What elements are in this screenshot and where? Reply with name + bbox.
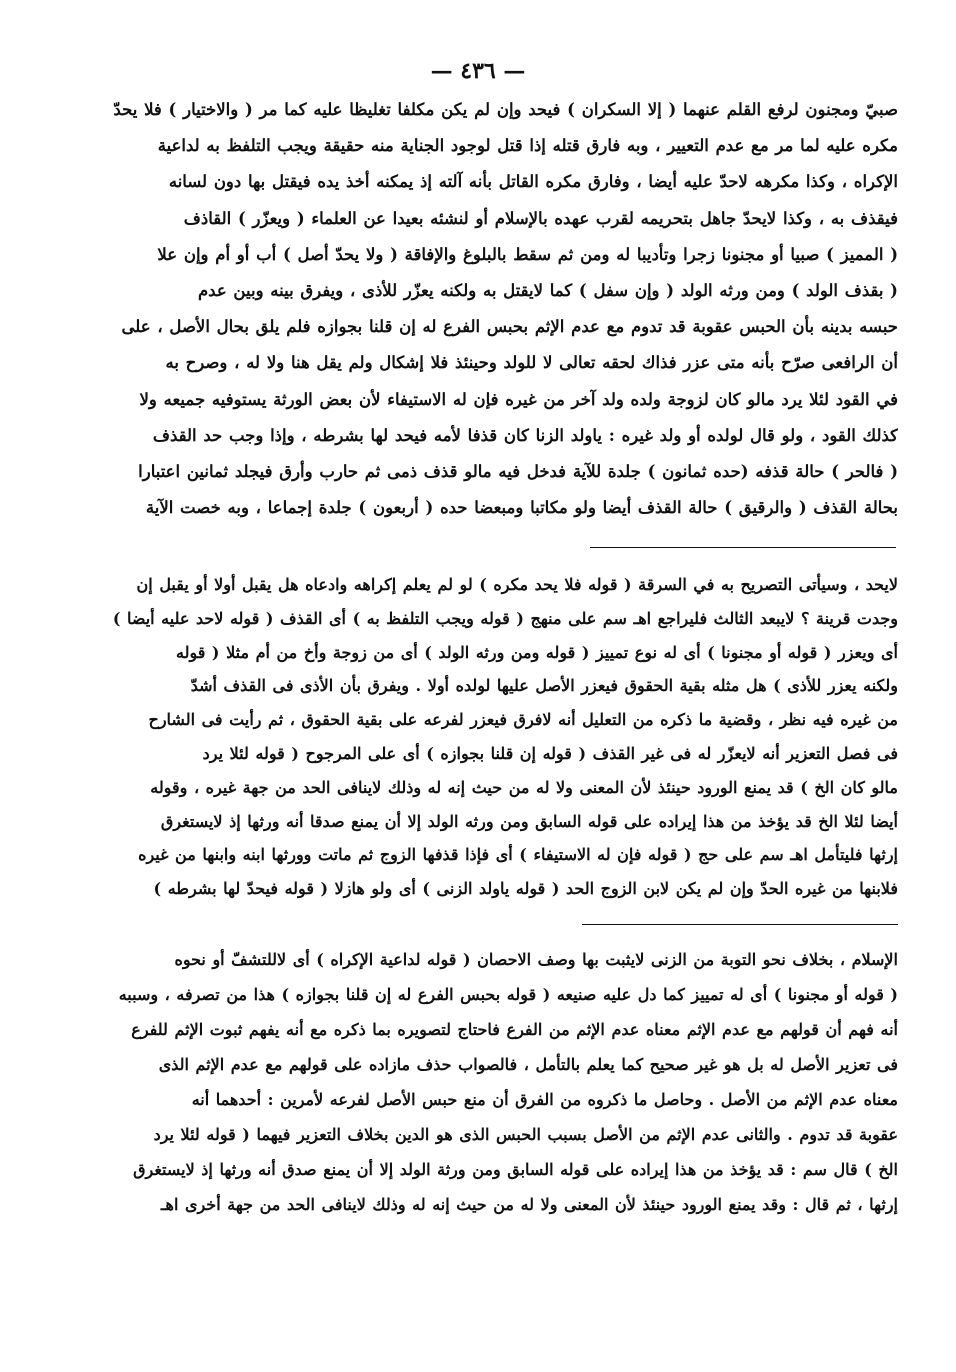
gloss-line: إرثها ، ثم قال : وقد يمنع الورود حينئذ لأن المعنى ولا له من حيث إنه له وذلك لاينافى الحد من جهة أخرى اهـ (160, 1195, 898, 1214)
gloss-section-1 (58, 568, 898, 906)
gloss-line: لايحد ، وسيأتى التصريح به في السرقة ( قوله فلا يحد مكره ) لو لم يعلم إكراهه وادعاه هل يقبل أولا أو يقبل إن (136, 575, 898, 594)
gloss-line: ( قوله أو مجنونا ) أى له تمييز كما دل عليه صنيعه ( قوله بحبس الفرع له إن قلنا بجوازه ) هذا من تصرفه ، وسببه (118, 985, 898, 1004)
main-text-line: حبسه بدينه بأن الحبس عقوبة قد تدوم مع عدم الإثم بحبس الفرع له إن قلنا بجوازه فلم يلق بحال الأصل ، على (121, 317, 898, 337)
gloss-line: معناه عدم الإثم من الأصل . وحاصل ما ذكروه من الفرق أن منع حبس الأصل لفرعه لأمرين : أحدهما أنه (191, 1090, 898, 1109)
main-text-line: فيقذف به ، وكذا لايحدّ جاهل بتحريمه لقرب عهده بالإسلام أو لنشئه بعيدا عن العلماء ( ويعزّر ) القاذف (183, 208, 898, 228)
main-text-line: في القود لئلا يرد مالو كان لزوجة ولده ولد آخر من غيره فإن له الاستيفاء لأن بعض الورثة يستوفيه جميعه ولا (139, 389, 898, 409)
main-text-line: ( بقذف الولد ) ومن ورثه الولد ( وإن سفل ) كما لايقتل به ولكنه يعزّر للأذى ، ويفرق بينه وبين عدم (197, 280, 898, 300)
main-text-line: ( المميز ) صبيا أو مجنونا زجرا وتأديبا له ومن ثم سقط بالبلوغ والإفاقة ( ولا يحدّ أصل ) أب أو أم وإن علا (157, 244, 898, 264)
main-text-line: ( فالحر ) حالة قذفه (حده ثمانون ) جلدة للآية فدخل فيه مالو قذف ذمى ثم حارب وأرق فيجلد ثمانين اعتبارا (138, 461, 898, 481)
gloss-line: من غيره فيه نظر ، وقضية ما ذكره من التعليل أنه لافرق فيعزر لفرعه على بقية الحقوق ، ثم رأيت فى الشارح (148, 710, 898, 730)
gloss-line: مالو كان الخ ) قد يمنع الورود حينئذ لأن المعنى ولا له من حيث إنه له وذلك لاينافى الحد من جهة غيره ، وقوله (150, 777, 898, 797)
main-text-line: أن الرافعى صرّح بأنه متى عزر فذاك لحقه تعالى لا للولد وحينئذ فلا إشكال ولم يقل هنا ولا له ، وصرح به (165, 353, 898, 373)
gloss-line: فلابنها من غيره الحدّ وإن لم يكن لابن الزوج الحد ( قوله ياولد الزنى ) أى ولو هازلا ( قوله فيحدّ لها بشرطه ) (153, 879, 898, 899)
gloss-line: الإسلام ، بخلاف نحو التوبة من الزنى لايثبت بها وصف الاحصان ( قوله لداعية الإكراه ) أى لاللتشفّ أو نحوه (174, 950, 898, 969)
main-text-line: كذلك القود ، ولو قال لولده أو ولد غيره : ياولد الزنا كان قذفا لأمه فيحد لها بشرطه ، وإذا وجب حد القذف (152, 425, 898, 445)
gloss-line: فى فصل التعزير أنه لايعزّر له فى غير القذف ( قوله إن قلنا بجوازه ) أى على المرجوح ( قوله لئلا يرد (202, 743, 898, 763)
gloss-line: أيضا لئلا الخ قد يؤخذ من هذا إيراده على قوله السابق ومن ورثه الولد إلا أن يمنع صدقا أنه ورثها إذ لايستغرق (160, 811, 898, 831)
gloss-line: أى ويعزر ( قوله أو مجنونا ) أى له نوع تمييز ( قوله ومن ورثه الولد ) أى من زوجة وأخ من أم مثلا ( قوله (175, 642, 898, 662)
section-divider (590, 547, 896, 548)
main-text-line: الإكراه ، وكذا مكرهه لاحدّ عليه أيضا ، وفارق مكره القاتل بأنه آلته إذ يمكنه أخذ يده فيقتل بها دون لسانه (168, 172, 898, 192)
gloss-line: الخ ) قال سم : قد يؤخذ من هذا إيراده على قوله السابق ومن ورثة الولد إلا أن يمنع صدق أنه ورثها إذ لايستغرق (133, 1160, 898, 1179)
main-text-line: بحالة القذف ( والرقيق ) حالة القذف أيضا ولو مكاتبا ومبعضا حده ( أربعون ) جلدة إجماعا ، وبه خصت الآية (145, 498, 898, 518)
page-number: — ٤٣٦ — (430, 58, 526, 84)
gloss-line: عقوبة قد تدوم . والثانى عدم الإثم من الأصل بسبب الحبس الذى هو الدين بخلاف التعزير فيهما ( قوله لئلا يرد (153, 1125, 898, 1144)
gloss-section-2 (58, 942, 898, 1222)
gloss-line: إرثها فليتأمل اهـ سم على حج ( قوله فإن له الاستيفاء ) أى فإذا قذفها الزوج ثم ماتت وورثها ابنه وابنها من غيره (138, 845, 898, 865)
main-text-line: صبيّ ومجنون لرفع القلم عنهما ( إلا السكران ) فيحد وإن لم يكن مكلفا تغليظا عليه كما مر ( والاختيار ) فلا يحدّ (113, 100, 898, 119)
gloss-line: أنه فهم أن قولهم مع عدم الإثم معناه عدم الإثم من الفرع فاحتاج لتصويره بما ذكره مع أنه يفهم ثبوت الإثم للفرع (131, 1020, 898, 1039)
gloss-line: ولكنه يعزر للأذى ) هل مثله بقية الحقوق فيعزر الأصل عليها لولده أولا . ويفرق بأن الأذى فى القذف أشدّ (190, 676, 898, 696)
section-divider (582, 924, 898, 925)
main-text (58, 92, 898, 526)
gloss-line: وجدت قرينة ؟ لايبعد الثالث فليراجع اهـ سم على منهج ( قوله ويجب التلفظ به ) أى القذف ( قوله لاحد عليه أيضا ) (112, 608, 898, 628)
main-text-line: مكره عليه لما مر مع عدم التعيير ، وبه فارق قتله إذا قتل لوجود الجناية منه حقيقة ويجب التلفظ به لداعية (157, 136, 898, 156)
gloss-line: فى تعزير الأصل له بل هو غير صحيح كما يعلم بالتأمل ، فالصواب حذف مازاده على قولهم مع عدم الإثم الذى (158, 1055, 898, 1074)
